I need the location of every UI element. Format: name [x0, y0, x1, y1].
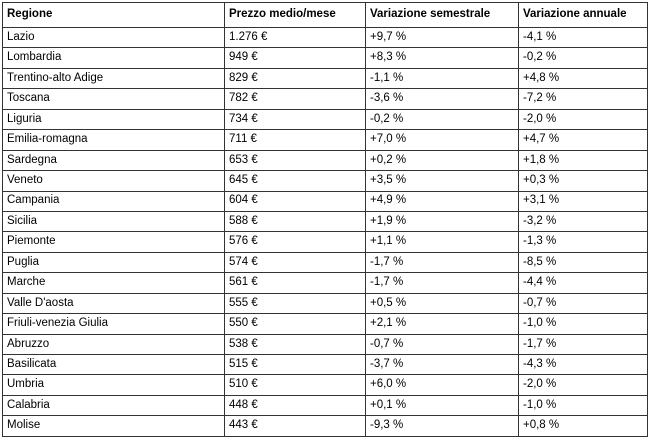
table-row — [3, 68, 648, 88]
cell-prezzo: 510 € — [225, 375, 366, 395]
cell-prezzo: 574 € — [225, 252, 366, 272]
cell-var-semestrale: +9,7 % — [366, 28, 519, 48]
cell-var-semestrale: -0,7 % — [366, 334, 519, 354]
cell-prezzo: 782 € — [225, 89, 366, 109]
cell-prezzo: 448 € — [225, 395, 366, 415]
cell-var-semestrale: +6,0 % — [366, 375, 519, 395]
cell-var-semestrale: +0,2 % — [366, 150, 519, 170]
cell-var-annuale: -4,4 % — [519, 273, 648, 293]
header-row — [3, 3, 648, 28]
cell-var-annuale: +0,3 % — [519, 171, 648, 191]
cell-prezzo: 949 € — [225, 48, 366, 68]
table-row — [3, 314, 648, 334]
cell-var-annuale: -0,7 % — [519, 293, 648, 313]
cell-var-semestrale: -1,1 % — [366, 68, 519, 88]
cell-regione: Molise — [3, 416, 225, 437]
table-row — [3, 191, 648, 211]
cell-prezzo: 711 € — [225, 130, 366, 150]
cell-prezzo: 829 € — [225, 68, 366, 88]
cell-prezzo: 645 € — [225, 171, 366, 191]
cell-var-semestrale: +8,3 % — [366, 48, 519, 68]
cell-regione: Veneto — [3, 171, 225, 191]
cell-regione: Puglia — [3, 252, 225, 272]
table-row — [3, 375, 648, 395]
cell-var-semestrale: +1,1 % — [366, 232, 519, 252]
cell-regione: Emilia-romagna — [3, 130, 225, 150]
cell-var-semestrale: +3,5 % — [366, 171, 519, 191]
header-prezzo-medio: Prezzo medio/mese — [225, 3, 366, 28]
table-row — [3, 150, 648, 170]
cell-var-annuale: +1,8 % — [519, 150, 648, 170]
cell-var-annuale: -2,0 % — [519, 375, 648, 395]
cell-var-annuale: -1,0 % — [519, 395, 648, 415]
cell-prezzo: 576 € — [225, 232, 366, 252]
cell-regione: Lazio — [3, 28, 225, 48]
table-row — [3, 416, 648, 437]
cell-var-semestrale: +0,1 % — [366, 395, 519, 415]
cell-prezzo: 443 € — [225, 416, 366, 437]
cell-var-semestrale: +0,5 % — [366, 293, 519, 313]
cell-prezzo: 653 € — [225, 150, 366, 170]
table-row — [3, 395, 648, 415]
cell-var-annuale: +4,7 % — [519, 130, 648, 150]
cell-var-annuale: -4,3 % — [519, 355, 648, 375]
cell-var-annuale: -7,2 % — [519, 89, 648, 109]
table-row — [3, 89, 648, 109]
cell-regione: Friuli-venezia Giulia — [3, 314, 225, 334]
table-row — [3, 273, 648, 293]
cell-prezzo: 515 € — [225, 355, 366, 375]
cell-prezzo: 734 € — [225, 109, 366, 129]
cell-regione: Toscana — [3, 89, 225, 109]
table-row — [3, 171, 648, 191]
cell-var-semestrale: +1,9 % — [366, 211, 519, 231]
cell-regione: Sicilia — [3, 211, 225, 231]
header-variazione-annuale: Variazione annuale — [519, 3, 648, 28]
cell-var-semestrale: -0,2 % — [366, 109, 519, 129]
cell-regione: Liguria — [3, 109, 225, 129]
table-row — [3, 48, 648, 68]
cell-prezzo: 588 € — [225, 211, 366, 231]
cell-prezzo: 555 € — [225, 293, 366, 313]
cell-var-annuale: -8,5 % — [519, 252, 648, 272]
cell-regione: Umbria — [3, 375, 225, 395]
table-row — [3, 252, 648, 272]
cell-regione: Marche — [3, 273, 225, 293]
table-row — [3, 232, 648, 252]
cell-regione: Sardegna — [3, 150, 225, 170]
cell-var-semestrale: -1,7 % — [366, 252, 519, 272]
cell-regione: Campania — [3, 191, 225, 211]
cell-regione: Valle D'aosta — [3, 293, 225, 313]
cell-var-semestrale: -1,7 % — [366, 273, 519, 293]
cell-prezzo: 561 € — [225, 273, 366, 293]
cell-var-annuale: +4,8 % — [519, 68, 648, 88]
table-body — [3, 28, 648, 437]
table-row — [3, 109, 648, 129]
cell-regione: Abruzzo — [3, 334, 225, 354]
cell-regione: Trentino-alto Adige — [3, 68, 225, 88]
cell-var-annuale: -1,7 % — [519, 334, 648, 354]
cell-var-annuale: -2,0 % — [519, 109, 648, 129]
table-row — [3, 130, 648, 150]
cell-prezzo: 538 € — [225, 334, 366, 354]
cell-var-annuale: -3,2 % — [519, 211, 648, 231]
cell-var-semestrale: -9,3 % — [366, 416, 519, 437]
cell-var-annuale: +0,8 % — [519, 416, 648, 437]
regional-price-table — [2, 2, 648, 437]
cell-prezzo: 550 € — [225, 314, 366, 334]
cell-var-annuale: -1,0 % — [519, 314, 648, 334]
cell-var-annuale: -4,1 % — [519, 28, 648, 48]
table-row — [3, 355, 648, 375]
table-row — [3, 28, 648, 48]
cell-regione: Lombardia — [3, 48, 225, 68]
cell-var-semestrale: +2,1 % — [366, 314, 519, 334]
header-regione: Regione — [3, 3, 225, 28]
cell-var-annuale: -1,3 % — [519, 232, 648, 252]
header-variazione-semestrale: Variazione semestrale — [366, 3, 519, 28]
cell-regione: Calabria — [3, 395, 225, 415]
table-row — [3, 293, 648, 313]
cell-var-annuale: +3,1 % — [519, 191, 648, 211]
table-row — [3, 334, 648, 354]
cell-var-semestrale: -3,6 % — [366, 89, 519, 109]
cell-regione: Basilicata — [3, 355, 225, 375]
cell-regione: Piemonte — [3, 232, 225, 252]
cell-var-semestrale: +4,9 % — [366, 191, 519, 211]
cell-prezzo: 1.276 € — [225, 28, 366, 48]
cell-prezzo: 604 € — [225, 191, 366, 211]
table-row — [3, 211, 648, 231]
cell-var-annuale: -0,2 % — [519, 48, 648, 68]
cell-var-semestrale: -3,7 % — [366, 355, 519, 375]
cell-var-semestrale: +7,0 % — [366, 130, 519, 150]
